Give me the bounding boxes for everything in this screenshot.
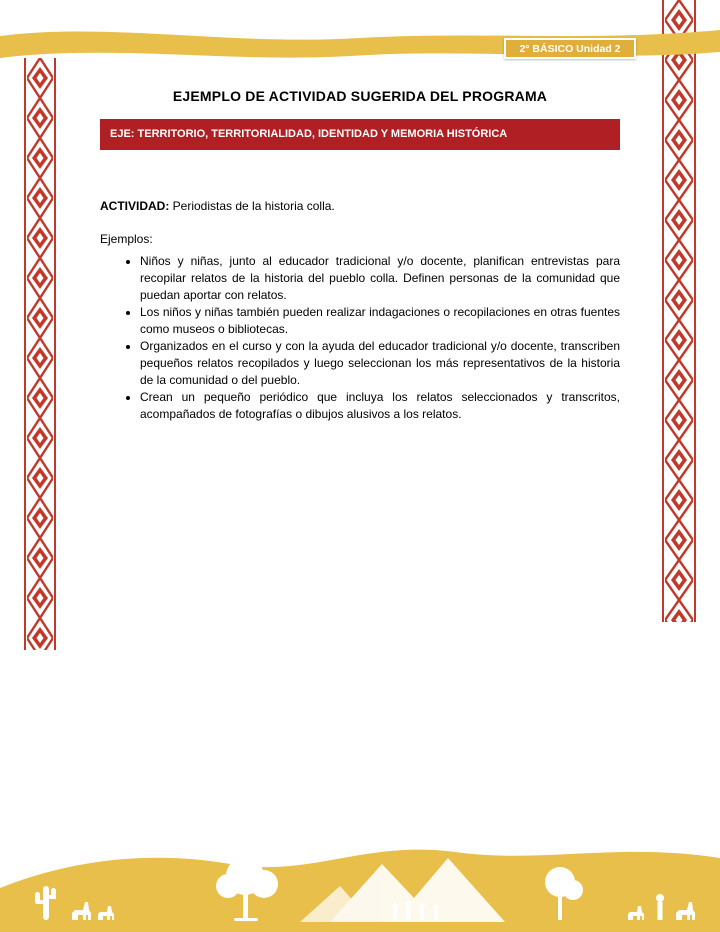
top-gold-ribbon [0, 0, 720, 72]
examples-bullet-list [122, 253, 620, 423]
page-title: EJEMPLO DE ACTIVIDAD SUGERIDA DEL PROGRAMA [172, 88, 548, 104]
andean-pattern-left-border [24, 58, 56, 650]
bullet-item: • Niños y niñas, junto al educador tradicional y/o docente, planifican entrevistas para recopilar relatos de la historia del pueblo colla. Definen personas de la comunidad que puedan aportar con relatos. [140, 253, 620, 304]
activity-label: ACTIVIDAD: [100, 199, 170, 213]
footer-landscape-illustration [0, 824, 720, 932]
eje-banner: EJE: TERRITORIO, TERRITORIALIDAD, IDENTIDAD Y MEMORIA HISTÓRICA [100, 119, 620, 150]
unit-badge: 2° BÁSICO Unidad 2 [504, 38, 636, 59]
activity-text: Periodistas de la historia colla. [172, 199, 335, 213]
examples-label: Ejemplos: [100, 232, 153, 246]
andean-pattern-right-border [662, 0, 696, 622]
content-area [100, 88, 620, 423]
bullet-item: • Los niños y niñas también pueden realizar indagaciones o recopilaciones en otras fuentes como museos o bibliotecas. [140, 304, 620, 338]
activity-line [100, 199, 620, 213]
bullet-item: • Organizados en el curso y con la ayuda del educador tradicional y/o docente, transcriben pequeños relatos recopilados y luego seleccionan los más representativos de la historia de la comunidad o del pueblo. [140, 338, 620, 389]
bullet-item: • Crean un pequeño periódico que incluya los relatos seleccionados y transcritos, acompañados de fotografías o dibujos alusivos a los relatos. [140, 389, 620, 423]
